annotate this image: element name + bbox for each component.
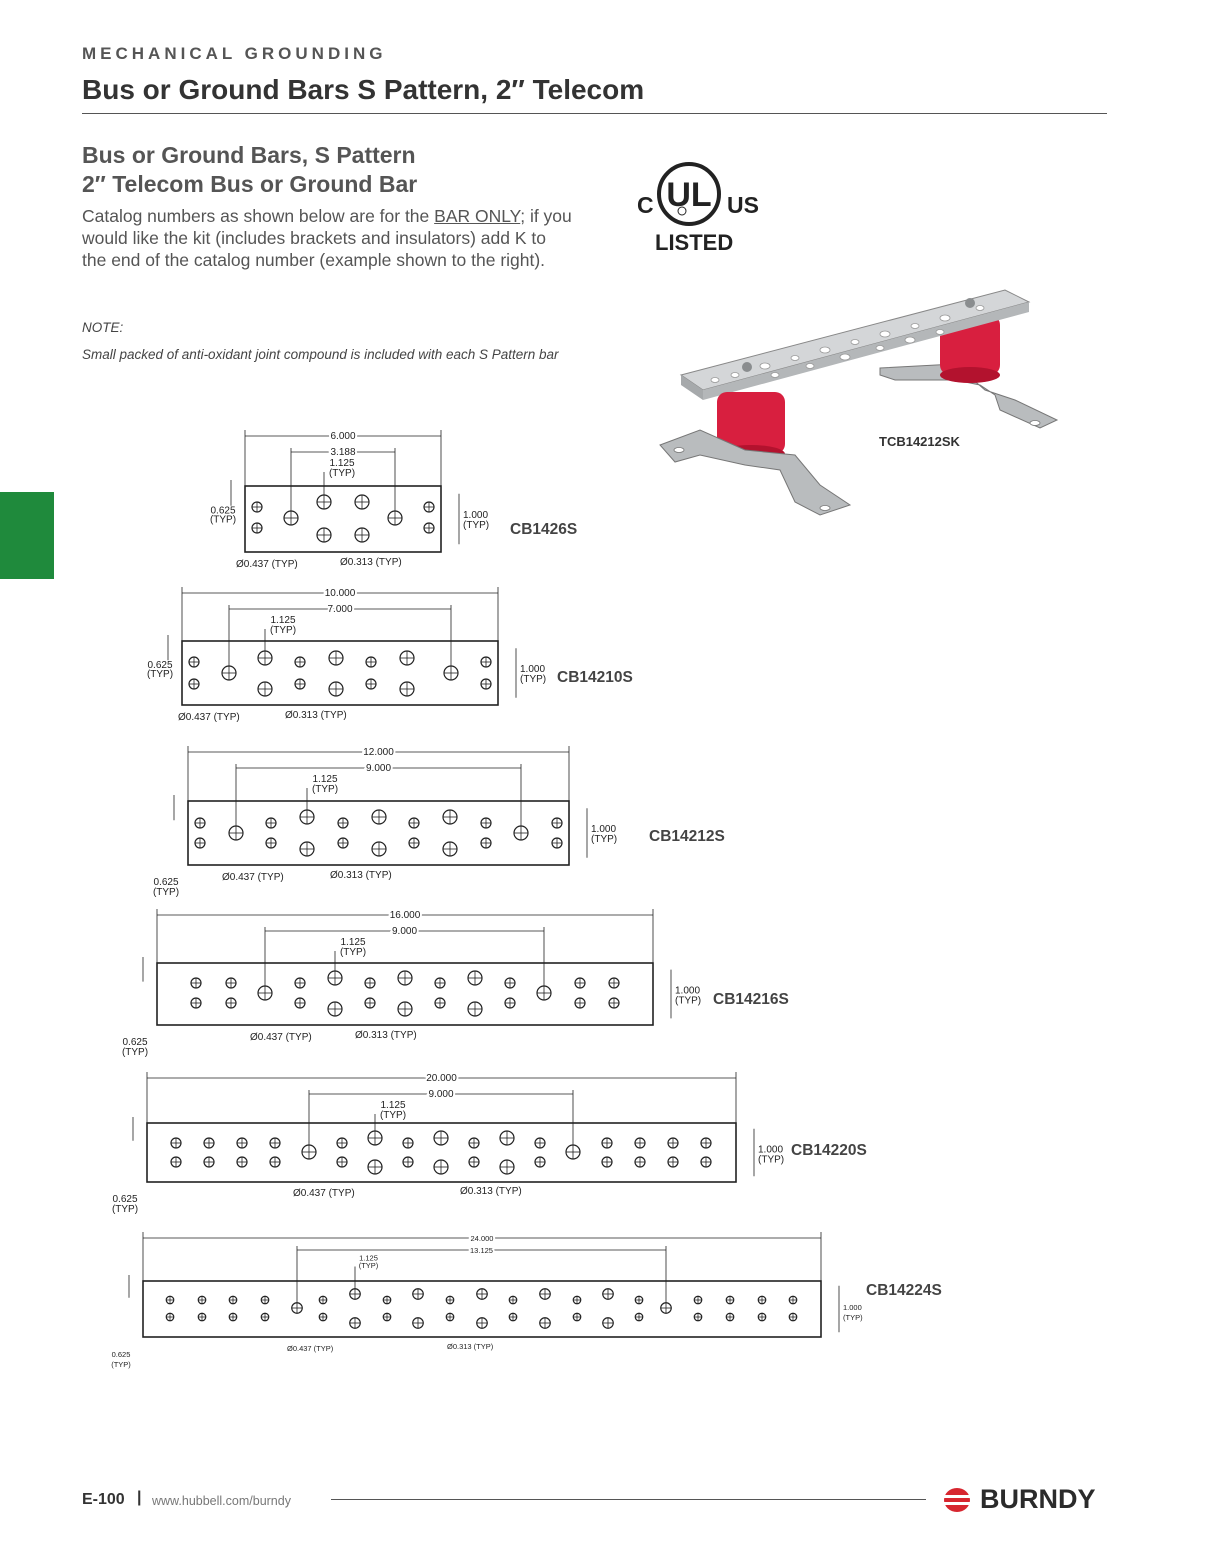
bar-cb14212s-pitch-v-typ: (TYP) xyxy=(591,834,618,846)
page-number: E-100 xyxy=(82,1491,125,1508)
bar-cb14220s-callout-large: Ø0.437 (TYP) xyxy=(293,1188,355,1199)
bar-cb1426s-pitch-typ: (TYP) xyxy=(328,468,356,479)
bar-cb14210s-pitch-typ: (TYP) xyxy=(269,625,297,636)
catalog-label-cb14220s: CB14220S xyxy=(791,1142,867,1159)
bar-cb1426s-callout-small: Ø0.313 (TYP) xyxy=(340,557,402,568)
bar-cb14224s-pitch-typ: (TYP) xyxy=(358,1261,379,1270)
bar-cb14210s-mount-dim: 7.000 xyxy=(327,604,353,615)
subheading-s-pattern: Bus or Ground Bars, S Pattern xyxy=(82,142,416,168)
intro-paragraph xyxy=(82,205,572,271)
bar-cb1426s-outline xyxy=(245,486,441,552)
bar-cb14212s-edge-dim: 0.625 xyxy=(153,877,179,888)
bar-cb14212s-mount-dim: 9.000 xyxy=(365,763,392,774)
bar-cb1426s-edge-dim: 0.625 xyxy=(210,505,236,517)
bar-cb14212s-pitch-v-dim: 1.000 xyxy=(591,824,617,836)
bar-cb1426s-pitch-v-typ: (TYP) xyxy=(463,519,490,531)
bar-cb14220s-mount-dim: 9.000 xyxy=(428,1089,454,1100)
bar-cb14216s-mount-dim: 9.000 xyxy=(391,926,418,937)
bar-cb14224s-edge-typ: (TYP) xyxy=(111,1360,131,1369)
bar-drawings xyxy=(0,420,1206,1370)
bar-cb14210s-pitch-v-typ: (TYP) xyxy=(520,674,547,686)
bar-cb14224s-callout-small: Ø0.313 (TYP) xyxy=(447,1342,494,1351)
bar-cb14210s-pitch-dim: 1.125 xyxy=(270,615,296,626)
footer-divider xyxy=(331,1499,926,1500)
bar-cb14210s-edge-typ: (TYP) xyxy=(146,668,174,680)
bar-cb14210s-edge-dim: 0.625 xyxy=(147,659,173,671)
bar-cb14216s-pitch-v-dim: 1.000 xyxy=(675,985,701,997)
note-label: NOTE: xyxy=(82,320,124,335)
bar-cb14220s-pitch-typ: (TYP) xyxy=(379,1110,407,1121)
section-label: MECHANICAL GROUNDING xyxy=(82,44,387,63)
ul-c-mark: C xyxy=(637,192,654,218)
bar-cb14212s-callout-small: Ø0.313 (TYP) xyxy=(330,870,392,881)
bar-cb14210s-callout-small: Ø0.313 (TYP) xyxy=(285,710,347,721)
bar-cb1426s-callout-large: Ø0.437 (TYP) xyxy=(236,559,298,570)
intro-text-end: ; if you would like the kit (includes brackets and insulators) add K to the end of the catalog number (example shown to the right). xyxy=(82,206,572,270)
bar-cb14220s-pitch-dim: 1.125 xyxy=(380,1100,406,1111)
bar-cb1426s-pitch-v-dim: 1.000 xyxy=(463,509,489,521)
bar-cb14224s-callout-large: Ø0.437 (TYP) xyxy=(287,1344,334,1353)
bar-cb14216s-pitch-v-typ: (TYP) xyxy=(675,995,702,1007)
intro-underlined: BAR ONLY xyxy=(434,206,521,226)
brand-name: BURNDY xyxy=(980,1484,1096,1514)
photo-caption: TCB14212SK xyxy=(879,434,960,449)
bar-cb14210s-overall-dim: 10.000 xyxy=(324,588,356,599)
catalog-label-cb14224s: CB14224S xyxy=(866,1282,942,1299)
bar-cb14216s-pitch-typ: (TYP) xyxy=(339,947,367,958)
ul-us-mark: US xyxy=(727,192,759,218)
burndy-logo-icon xyxy=(943,1486,973,1514)
bar-cb14216s-callout-large: Ø0.437 (TYP) xyxy=(250,1032,312,1043)
bar-cb14216s-edge-typ: (TYP) xyxy=(121,1047,149,1058)
bar-cb14220s-edge-typ: (TYP) xyxy=(111,1204,139,1215)
bar-cb14220s-callout-small: Ø0.313 (TYP) xyxy=(460,1186,522,1197)
bar-cb14224s-edge-dim: 0.625 xyxy=(111,1350,131,1359)
bar-cb14224s-pitch-v-typ: (TYP) xyxy=(843,1312,863,1322)
bar-cb14212s-callout-large: Ø0.437 (TYP) xyxy=(222,872,284,883)
bar-cb1426s-overall-dim: 6.000 xyxy=(330,431,356,442)
catalog-label-cb14210s: CB14210S xyxy=(557,669,633,686)
bar-cb14216s-overall-dim: 16.000 xyxy=(389,910,421,921)
catalog-label-cb14212s: CB14212S xyxy=(649,828,725,845)
bar-cb1426s-edge-typ: (TYP) xyxy=(209,514,237,526)
bar-cb14212s-pitch-dim: 1.125 xyxy=(312,774,338,785)
bar-cb14220s-overall-dim: 20.000 xyxy=(426,1073,457,1084)
title-divider xyxy=(82,113,1107,114)
bar-cb14220s-pitch-v-dim: 1.000 xyxy=(758,1144,784,1156)
bar-cb14224s-pitch-v-dim: 1.000 xyxy=(843,1302,862,1312)
ul-mark: UL xyxy=(666,176,712,214)
page-title: Bus or Ground Bars S Pattern, 2″ Telecom xyxy=(82,74,645,105)
subheading-telecom: 2″ Telecom Bus or Ground Bar xyxy=(82,171,418,197)
bar-cb14224s-pitch-dim: 1.125 xyxy=(359,1253,378,1263)
bar-cb14212s-edge-typ: (TYP) xyxy=(152,887,180,898)
footer-url[interactable]: www.hubbell.com/burndy xyxy=(152,1494,291,1508)
catalog-label-cb1426s: CB1426S xyxy=(510,521,578,538)
bar-cb14220s-edge-dim: 0.625 xyxy=(112,1194,138,1205)
note-text: Small packed of anti-oxidant joint compound is included with each S Pattern bar xyxy=(82,347,559,362)
footer-separator: | xyxy=(137,1489,142,1506)
bar-cb14216s-pitch-dim: 1.125 xyxy=(340,937,366,948)
bar-cb1426s-mount-dim: 3.188 xyxy=(330,447,356,458)
bar-cb14216s-edge-dim: 0.625 xyxy=(122,1037,148,1048)
bar-cb14224s-overall-dim: 24.000 xyxy=(470,1234,494,1243)
bar-cb14212s-pitch-typ: (TYP) xyxy=(311,784,339,795)
bar-cb14224s-mount-dim: 13.125 xyxy=(470,1246,493,1255)
bar-cb14216s-callout-small: Ø0.313 (TYP) xyxy=(355,1030,417,1041)
bar-cb14210s-callout-large: Ø0.437 (TYP) xyxy=(178,712,240,723)
bar-cb14210s-pitch-v-dim: 1.000 xyxy=(520,664,546,676)
catalog-label-cb14216s: CB14216S xyxy=(713,991,789,1008)
bar-cb14220s-pitch-v-typ: (TYP) xyxy=(758,1154,785,1166)
intro-text-start: Catalog numbers as shown below are for the xyxy=(82,206,435,226)
ul-listed-text: LISTED xyxy=(655,230,734,255)
bar-cb14212s-overall-dim: 12.000 xyxy=(363,747,394,758)
bar-cb1426s-pitch-dim: 1.125 xyxy=(329,458,355,469)
